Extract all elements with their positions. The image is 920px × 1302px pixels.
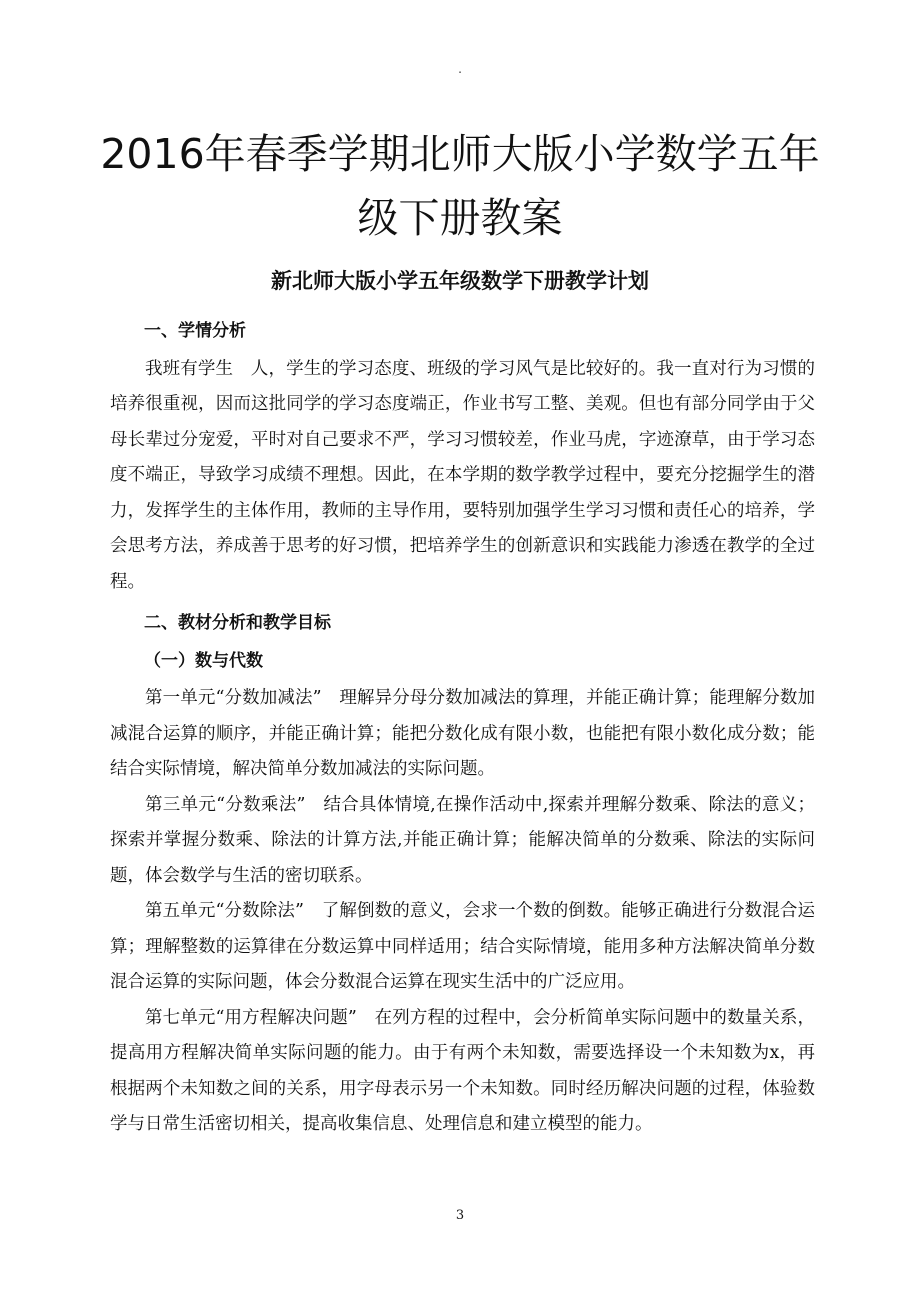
page-number: 3 [455,1208,465,1223]
document-subtitle: 新北师大版小学五年级数学下册教学计划 [271,269,649,293]
document-title: 2016年春季学期北师大版小学数学五年级下册教案 [100,130,820,242]
paragraph-unit-5: 第五单元“分数除法” 了解倒数的意义，会求一个数的倒数。能够正确进行分数混合运算；理解整数的运算律在分数运算中同样适用；结合实际情境，能用多种方法解决简单分数混合运算的实际问题，体会分数混合运算在现实生活中的广泛应用。 [110,901,815,992]
header-mark: . [458,62,462,76]
paragraph-unit-3: 第三单元“分数乘法” 结合具体情境,在操作活动中,探索并理解分数乘、除法的意义；探索并掌握分数乘、除法的计算方法,并能正确计算；能解决简单的分数乘、除法的实际问题，体会数学与生活的密切联系。 [110,794,815,886]
subsection-heading-numbers-algebra: （一）数与代数 [144,650,263,671]
document-body [110,312,815,1143]
section-heading-textbook-analysis: 二、教材分析和教学目标 [144,613,331,633]
section-heading-student-analysis: 一、学情分析 [144,321,246,341]
paragraph-student-analysis: 我班有学生 人，学生的学习态度、班级的学习风气是比较好的。我一直对行为习惯的培养很重视，因而这批同学的学习态度端正，作业书写工整、美观。但也有部分同学由于父母长辈过分宠爱，平时对自己要求不严，学习习惯较差，作业马虎，字迹潦草，由于学习态度不端正，导致学习成绩不理想。因此，在本学期的数学教学过程中，要充分挖掘学生的潜力，发挥学生的主体作用，教师的主导作用，要特别加强学生学习习惯和责任心的培养，学会思考方法，养成善于思考的好习惯，把培养学生的创新意识和实践能力渗透在教学的全过程。 [110,358,815,592]
paragraph-unit-7: 第七单元“用方程解决问题” 在列方程的过程中，会分析简单实际问题中的数量关系，提高用方程解决简单实际问题的能力。由于有两个未知数，需要选择设一个未知数为x，再根据两个未知数之间的关系，用字母表示另一个未知数。同时经历解决问题的过程，体验数学与日常生活密切相关，提高收集信息、处理信息和建立模型的能力。 [110,1007,815,1134]
paragraph-unit-1: 第一单元“分数加减法” 理解异分母分数加减法的算理，并能正确计算；能理解分数加减混合运算的顺序，并能正确计算；能把分数化成有限小数，也能把有限小数化成分数；能结合实际情境，解决简单分数加减法的实际问题。 [110,688,815,779]
